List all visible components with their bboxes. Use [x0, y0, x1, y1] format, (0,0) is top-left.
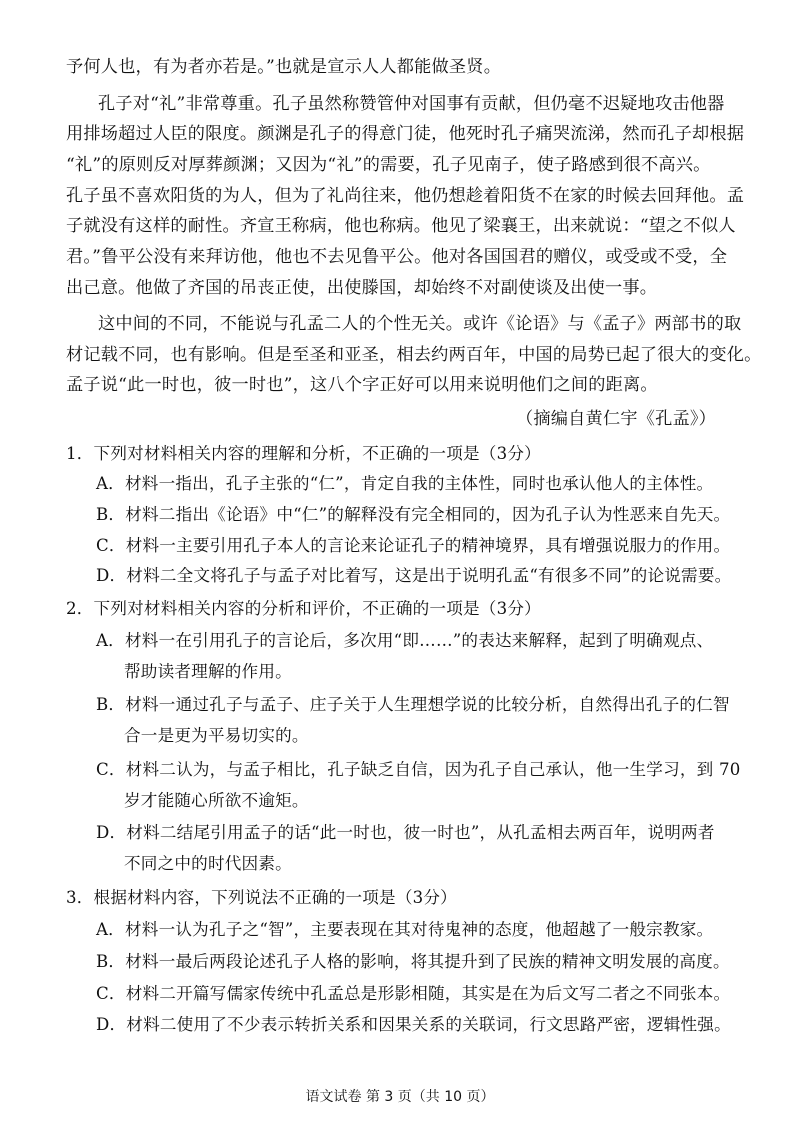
source-citation: （摘编自黄仁宇《孔孟》）	[516, 409, 717, 429]
option-b: B．材料二指出《论语》中“仁”的解释没有完全相同的，因为孔子认为性恶来自先天。	[96, 505, 731, 524]
option-c-continued: 岁才能随心所欲不逾矩。	[124, 791, 309, 810]
option-a: A．材料一认为孔子之“智”，主要表现在其对待鬼神的态度，他超越了一般宗教家。	[96, 920, 714, 939]
passage-line: 孟子说“此一时也，彼一时也”，这八个字正好可以用来说明他们之间的距离。	[66, 375, 658, 395]
option-a: A．材料一在引用孔子的言论后，多次用“即……”的表达来解释，起到了明确观点、	[96, 631, 714, 650]
passage-line: 用排场超过人臣的限度。颜渊是孔子的得意门徒，他死时孔子痛哭流涕，然而孔子却根据	[66, 124, 745, 144]
page-footer: 语文试卷 第 3 页（共 10 页）	[305, 1089, 495, 1105]
option-d: D．材料二使用了不少表示转折关系和因果关系的关联词，行文思路严密，逻辑性强。	[96, 1015, 731, 1034]
option-c: C．材料二开篇写儒家传统中孔孟总是形影相随，其实是在为后文写二者之不同张本。	[96, 984, 731, 1003]
option-b: B．材料一最后两段论述孔子人格的影响，将其提升到了民族的精神文明发展的高度。	[96, 952, 730, 971]
passage-line: 材记载不同，也有影响。但是至圣和亚圣，相去约两百年，中国的局势已起了很大的变化。	[66, 345, 762, 365]
passage-line: 子就没有这样的耐性。齐宣王称病，他也称病。他见了梁襄王，出来就说：“望之不似人	[66, 216, 736, 236]
option-d: D．材料二结尾引用孟子的话“此一时也，彼一时也”，从孔孟相去两百年，说明两者	[96, 823, 715, 842]
option-b-continued: 合一是更为平易切实的。	[124, 726, 309, 745]
question-stem: 2．下列对材料相关内容的分析和评价，不正确的一项是（3分）	[66, 599, 541, 618]
option-b: B．材料一通过孔子与孟子、庄子关于人生理想学说的比较分析，自然得出孔子的仁智	[96, 695, 730, 714]
option-d: D．材料二全文将孔子与孟子对比着写，这是出于说明孔孟“有很多不同”的论说需要。	[96, 566, 732, 585]
option-a-continued: 帮助读者理解的作用。	[124, 662, 292, 681]
passage-line: 出己意。他做了齐国的吊丧正使，出使滕国，却始终不对副使谈及出使一事。	[66, 278, 658, 298]
passage-line: “礼”的原则反对厚葬颜渊；又因为“礼”的需要，孔子见南子，使子路感到很不高兴。	[66, 155, 711, 175]
passage-line: 孔子对“礼”非常尊重。孔子虽然称赞管仲对国事有贡献，但仍毫不迟疑地攻击他器	[98, 94, 725, 114]
question-stem: 1．下列对材料相关内容的理解和分析，不正确的一项是（3分）	[66, 444, 541, 463]
option-a: A．材料一指出，孔子主张的“仁”，肯定自我的主体性，同时也承认他人的主体性。	[96, 474, 714, 493]
option-d-continued: 不同之中的时代因素。	[124, 854, 292, 873]
passage-line: 孔子虽不喜欢阳货的为人，但为了礼尚往来，他仍想趁着阳货不在家的时候去回拜他。孟	[66, 186, 745, 206]
question-stem: 3．根据材料内容，下列说法不正确的一项是（3分）	[66, 888, 457, 907]
passage-line: 予何人也，有为者亦若是。”也就是宣示人人都能做圣贤。	[66, 57, 502, 77]
passage-line: 君。”鲁平公没有来拜访他，他也不去见鲁平公。他对各国国君的赠仪，或受或不受，全	[66, 247, 728, 267]
option-c: C．材料二认为，与孟子相比，孔子缺乏自信，因为孔子自己承认，他一生学习，到 70	[96, 760, 741, 779]
option-c: C．材料一主要引用孔子本人的言论来论证孔子的精神境界，具有增强说服力的作用。	[96, 536, 731, 555]
passage-line: 这中间的不同，不能说与孔孟二人的个性无关。或许《论语》与《孟子》两部书的取	[98, 314, 742, 334]
